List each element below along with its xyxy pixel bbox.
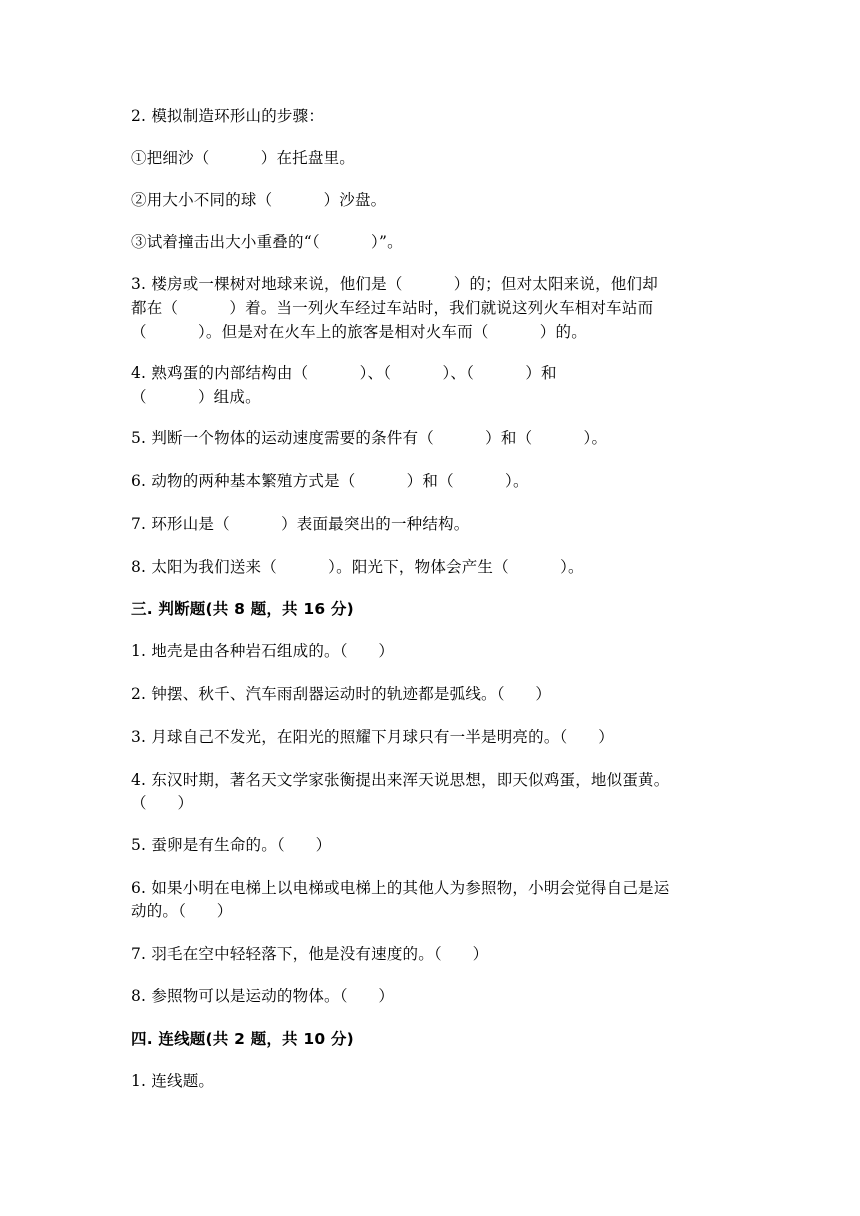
section-4-heading: 四. 连线题(共 2 题，共 10 分) xyxy=(131,1030,354,1048)
judge-item-4-line-1: 4. 东汉时期，著名天文学家张衡提出来浑天说思想，即天似鸡蛋，地似蛋黄。 xyxy=(131,771,670,789)
judge-item-8: 8. 参照物可以是运动的物体。（ ） xyxy=(131,987,395,1005)
section-3-heading: 三. 判断题(共 8 题，共 16 分) xyxy=(131,600,354,618)
question-3-line-2: 都在（ ）着。当一列火车经过车站时，我们就说这列火车相对车站而 xyxy=(131,299,654,317)
question-4-line-2: （ ）组成。 xyxy=(131,388,261,406)
judge-item-5: 5. 蚕卵是有生命的。（ ） xyxy=(131,836,332,854)
question-2-step-2: ②用大小不同的球（ ）沙盘。 xyxy=(131,191,387,209)
question-5: 5. 判断一个物体的运动速度需要的条件有（ ）和（ ）。 xyxy=(131,429,608,447)
judge-item-3: 3. 月球自己不发光，在阳光的照耀下月球只有一半是明亮的。（ ） xyxy=(131,728,614,746)
question-7: 7. 环形山是（ ）表面最突出的一种结构。 xyxy=(131,515,470,533)
question-3-line-3: （ ）。但是对在火车上的旅客是相对火车而（ ）的。 xyxy=(131,323,587,341)
question-3-line-1: 3. 楼房或一棵树对地球来说，他们是（ ）的；但对太阳来说，他们却 xyxy=(131,275,658,293)
question-2-title: 2. 模拟制造环形山的步骤： xyxy=(131,107,325,125)
judge-item-1: 1. 地壳是由各种岩石组成的。（ ） xyxy=(131,642,395,660)
question-4-line-1: 4. 熟鸡蛋的内部结构由（ ）、（ ）、（ ）和 xyxy=(131,364,557,382)
matching-item-1: 1. 连线题。 xyxy=(131,1072,215,1090)
question-8: 8. 太阳为我们送来（ ）。阳光下，物体会产生（ ）。 xyxy=(131,558,584,576)
judge-item-2: 2. 钟摆、秋千、汽车雨刮器运动时的轨迹都是弧线。（ ） xyxy=(131,685,552,703)
judge-item-4-line-2: （ ） xyxy=(131,794,194,812)
question-2-step-3: ③试着撞击出大小重叠的“（ ）”。 xyxy=(131,233,403,251)
judge-item-7: 7. 羽毛在空中轻轻落下，他是没有速度的。（ ） xyxy=(131,945,489,963)
judge-item-6-line-1: 6. 如果小明在电梯上以电梯或电梯上的其他人为参照物，小明会觉得自己是运 xyxy=(131,879,670,897)
judge-item-6-line-2: 动的。（ ） xyxy=(131,902,233,920)
question-2-step-1: ①把细沙（ ）在托盘里。 xyxy=(131,149,355,167)
question-6: 6. 动物的两种基本繁殖方式是（ ）和（ ）。 xyxy=(131,472,529,490)
